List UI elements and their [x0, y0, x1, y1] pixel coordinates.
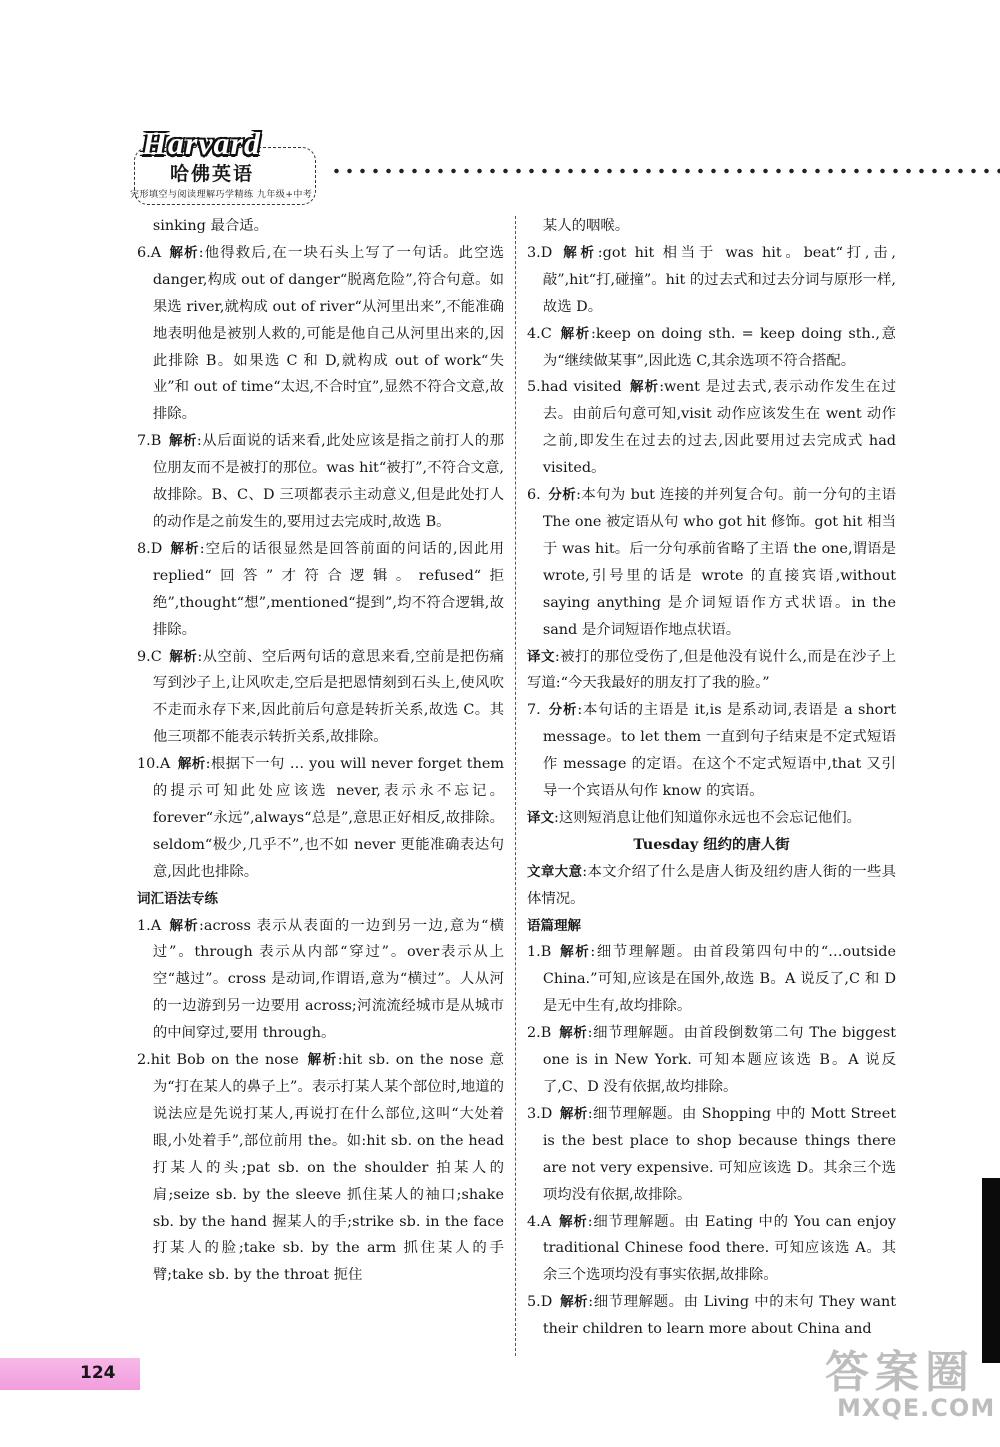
item-number: 7.B: [137, 433, 162, 450]
keyword-label: 解析: [628, 379, 660, 396]
section-heading: 语篇理解: [527, 917, 581, 934]
item-number: 4.A: [527, 1213, 552, 1230]
item-number: 7.: [527, 702, 541, 719]
logo-subtitle: 完形填空与阅读理解巧学精练 九年级+中考: [130, 190, 313, 200]
keyword-label: 解析: [168, 648, 198, 665]
keyword-label: 解析: [558, 1213, 588, 1230]
item-number: 9.C: [137, 648, 162, 665]
answer-item: 6. 分析:本句为 but 连接的并列复合句。前一分句的主语 The one 被定语从句 who got hit 修饰。got hit 相当于 was hit。后一分句承前省略了主语 the one,谓语是 wrote,引号里的话是 wrote 的直接宾语,without saying anything 是介词短语作方式状语。in the sand 是介词短语作地点状语。: [527, 487, 896, 638]
answer-item: 9.C 解析:从空前、空后两句话的意思来看,空前是把伤痛写到沙子上,让风吹走,空后是把恩情刻到石头上,使风吹不走而永存下来,因此前后句意是转折关系,故选 C。其他三项都不能表示转折关系,故排除。: [137, 648, 505, 746]
logo-chinese-title: 哈佛英语: [170, 163, 255, 185]
item-number: 3.D: [527, 1105, 553, 1122]
page-header: [130, 125, 1000, 215]
item-text: 空后的话很显然是回答前面的问话的,因此用 replied“回答”才符合逻辑。refused“拒绝”,thought“想”,mentioned“提到”,均不符合逻辑,故排除。: [152, 540, 505, 638]
answer-item: 4.C 解析:keep on doing sth. = keep doing sth.,意为“继续做某事”,因此选 C,其余选项不符合搭配。: [527, 325, 897, 369]
dotted-rule: [330, 167, 1000, 175]
item-number: 4.C: [527, 325, 552, 342]
item-number: 3.D: [527, 244, 553, 261]
watermark-url: MXQE.COM: [837, 1394, 996, 1422]
item-number: 8.D: [137, 540, 163, 557]
item-text: 细节理解题。由 Shopping 中的 Mott Street is the best place to shop because things there are not very expensive. 可知应该选 D。其余三个选项均没有依据,故排除。: [542, 1105, 896, 1203]
keyword-label: 译文: [527, 648, 555, 665]
answer-item: 2.hit Bob on the nose 解析:hit sb. on the nose 意为“打在某人的鼻子上”。表示打某人某个部位时,地道的说法应是先说打某人,再说打在什么部位,这叫“大处着眼,小处着手”,部位前用 the。如:hit sb. on the head 打某人的头;pat sb. on the shoulder 拍某人的肩;seize sb. by the sleeve 抓住某人的袖口;shake sb. by the hand 握某人的手;strike sb. in the face 打某人的脸;take sb. by the arm 抓住某人的手臂;take sb. by the throat 扼住: [137, 1052, 505, 1284]
section-heading: 词汇语法专练: [137, 890, 218, 907]
keyword-label: 解析: [168, 244, 199, 261]
item-text: 从后面说的话来看,此处应该是指之前打人的那位朋友而不是被打的那位。was hit“被打”,不符合文意,故排除。B、C、D 三项都表示主动意义,但是此处打人的动作是之前发生的,要用过去完成时,故选 B。: [152, 433, 504, 530]
answer-item: 5.D 解析:细节理解题。由 Living 中的末句 They want their children to learn more about China and: [527, 1294, 897, 1338]
answer-item: 8.D 解析:空后的话很显然是回答前面的问话的,因此用 replied“回答”才符合逻辑。refused“拒绝”,thought“想”,mentioned“提到”,均不符合逻辑,故排除。: [137, 540, 505, 638]
item-number: 6.A: [137, 244, 162, 261]
keyword-label: 分析: [547, 487, 577, 504]
item-text: got hit 相当于 was hit。beat“打,击,敲”,hit“打,碰撞”。hit 的过去式和过去分词与原形一样,故选 D。: [542, 244, 896, 315]
answer-item: 1.A 解析:across 表示从表面的一边到另一边,意为“横过”。through 表示从内部“穿过”。over表示从上空“越过”。cross 是动词,作谓语,意为“横过”。人从河的一边游到另一边要用 across;河流流经城市是从城市的中间穿过,要用 through。: [137, 917, 505, 1042]
item-text: across 表示从表面的一边到另一边,意为“横过”。through 表示从内部“穿过”。over表示从上空“越过”。cross 是动词,作谓语,意为“横过”。人从河的一边游到另一边要用 across;河流流经城市是从城市的中间穿过,要用 through。: [152, 917, 505, 1042]
keyword-label: 文章大意: [527, 863, 583, 880]
item-text: 本文介绍了什么是唐人街及纽约唐人街的一些具体情况。: [527, 863, 896, 907]
continued-text: 某人的咽喉。: [542, 218, 630, 234]
right-column: [527, 213, 896, 1343]
page-number: 124: [80, 1363, 116, 1383]
answer-item: 7.B 解析:从后面说的话来看,此处应该是指之前打人的那位朋友而不是被打的那位。was hit“被打”,不符合文意,故排除。B、C、D 三项都表示主动意义,但是此处打人的动作是之前发生的,要用过去完成时,故选 B。: [137, 433, 504, 530]
answer-item: 1.B 解析:细节理解题。由首段第四句中的“…outside China.”可知,应该是在国外,故选 B。A 说反了,C 和 D 是无中生有,故均排除。: [527, 944, 896, 1015]
answer-item: 6.A 解析:他得救后,在一块石头上写了一句话。此空选 danger,构成 out of danger“脱离危险”,符合句意。如果选 river,就构成 out of river“从河里出来”,不能准确地表明他是被别人救的,可能是他自己从河里出来的,因此排除 B。如果选 C 和 D,就构成 out of work“失业”和 out of time“太迟,不合时宜”,显然不符合文意,故排除。: [137, 244, 505, 423]
answer-item: 5.had visited 解析:went 是过去式,表示动作发生在过去。由前后句意可知,visit 动作应该发生在 went 动作之前,即发生在过去的过去,因此要用过去完成式 had visited。: [527, 379, 896, 477]
answer-item: 3.D 解析:细节理解题。由 Shopping 中的 Mott Street is the best place to shop because things there are not very expensive. 可知应该选 D。其余三个选项均没有依据,故排除。: [527, 1105, 896, 1203]
item-number: 2.B: [527, 1025, 552, 1042]
keyword-label: 解析: [559, 1294, 589, 1311]
keyword-label: 解析: [558, 1025, 588, 1042]
continued-text: sinking 最合适。: [152, 218, 269, 234]
item-number: 1.B: [527, 944, 552, 961]
answer-item: 3.D 解析:got hit 相当于 was hit。beat“打,击,敲”,hit“打,碰撞”。hit 的过去式和过去分词与原形一样,故选 D。: [527, 244, 896, 315]
answer-item: 2.B 解析:细节理解题。由首段倒数第二句 The biggest one is in New York. 可知本题应该选 B。A 说反了,C、D 没有依据,故均排除。: [527, 1025, 896, 1095]
column-divider: [515, 216, 516, 1356]
watermark: [815, 1336, 995, 1441]
item-text: 他得救后,在一块石头上写了一句话。此空选 danger,构成 out of danger“脱离危险”,符合句意。如果选 river,就构成 out of river“从河里出来”,不能准确地表明他是被别人救的,可能是他自己从河里出来的,因此排除 B。如果选 C 和 D,就构成 out of work“失业”和 out of time“太迟,不合时宜”,显然不符合文意,故排除。: [152, 244, 505, 423]
watermark-logo-text: 答案圈: [825, 1347, 975, 1398]
item-number: 10.A: [137, 756, 171, 773]
translation: 译文:被打的那位受伤了,但是他没有说什么,而是在沙子上写道:“今天我最好的朋友打了我的脸。”: [527, 648, 897, 692]
item-text: 从空前、空后两句话的意思来看,空前是把伤痛写到沙子上,让风吹走,空后是把恩情刻到石头上,使风吹不走而永存下来,因此前后句意是转折关系,故选 C。其他三项都不能表示转折关系,故排除。: [152, 648, 505, 746]
item-text: 根据下一句 … you will never forget them 的提示可知此处应该选 never,表示永不忘记。forever“永远”,always“总是”,意思正好相反,故排除。seldom“极少,几乎不”,也不如 never 更能准确表达句意,因此也排除。: [152, 756, 504, 880]
translation: 译文:这则短消息让他们知道你永远也不会忘记他们。: [527, 809, 862, 826]
item-text: keep on doing sth. = keep doing sth.,意为“继续做某事”,因此选 C,其余选项不符合搭配。: [542, 325, 897, 369]
answer-item: 4.A 解析:细节理解题。由 Eating 中的 You can enjoy traditional Chinese food there. 可知应该选 A。其余三个选项均没有事实依据,故排除。: [527, 1213, 896, 1284]
item-number: 1.A: [137, 917, 162, 934]
item-text: went 是过去式,表示动作发生在过去。由前后句意可知,visit 动作应该发生在 went 动作之前,即发生在过去的过去,因此要用过去完成式 had visited。: [542, 379, 896, 477]
harvard-logo: [130, 125, 320, 207]
passage-title: Tuesday 纽约的唐人街: [633, 835, 790, 853]
item-text: 这则短消息让他们知道你永远也不会忘记他们。: [558, 809, 862, 826]
item-number: 2.hit Bob on the nose: [137, 1052, 299, 1069]
keyword-label: 译文: [527, 809, 554, 826]
item-text: 细节理解题。由首段倒数第二句 The biggest one is in New York. 可知本题应该选 B。A 说反了,C、D 没有依据,故均排除。: [542, 1025, 896, 1095]
item-text: hit sb. on the nose 意为“打在某人的鼻子上”。表示打某人某个部位时,地道的说法应是先说打某人,再说打在什么部位,这叫“大处着眼,小处着手”,部位前用 the。如:hit sb. on the head 打某人的头;pat sb. on the shoulder 拍某人的肩;seize sb. by the sleeve 抓住某人的袖口;shake sb. by the hand 握某人的手;strike sb. in the face 打某人的脸;take sb. by the arm 抓住某人的手臂;take sb. by the throat 扼住: [152, 1052, 505, 1284]
keyword-label: 解析: [559, 1105, 588, 1122]
item-number: 5.D: [527, 1294, 553, 1311]
item-number: 5.had visited: [527, 379, 622, 396]
item-text: 细节理解题。由首段第四句中的“…outside China.”可知,应该是在国外,故选 B。A 说反了,C 和 D 是无中生有,故均排除。: [542, 944, 896, 1015]
answer-item: 7. 分析:本句话的主语是 it,is 是系动词,表语是 a short message。to let them 一直到句子结束是不定式短语作 message 的定语。在这个不定式短语中,that 又引导一个宾语从句作 know 的宾语。: [527, 702, 897, 800]
summary: 文章大意:本文介绍了什么是唐人街及纽约唐人街的一些具体情况。: [527, 863, 896, 907]
keyword-label: 解析: [168, 917, 200, 934]
keyword-label: 解析: [177, 756, 206, 773]
keyword-label: 解析: [558, 944, 591, 961]
left-column: [137, 213, 504, 1289]
keyword-label: 解析: [559, 244, 598, 261]
item-text: 本句为 but 连接的并列复合句。前一分句的主语 The one 被定语从句 who got hit 修饰。got hit 相当于 was hit。后一分句承前省略了主语 the one,谓语是 wrote,引号里的话是 wrote 的直接宾语,without saying anything 是介词短语作方式状语。in the sand 是介词短语作地点状语。: [542, 487, 896, 638]
keyword-label: 解析: [306, 1052, 338, 1069]
keyword-label: 解析: [558, 325, 591, 342]
keyword-label: 解析: [168, 433, 197, 450]
answer-item: 10.A 解析:根据下一句 … you will never forget them 的提示可知此处应该选 never,表示永不忘记。forever“永远”,always“总是”,意思正好相反,故排除。seldom“极少,几乎不”,也不如 never 更能准确表达句意,因此也排除。: [137, 756, 504, 880]
page-number-band: [0, 1358, 140, 1390]
item-text: 本句话的主语是 it,is 是系动词,表语是 a short message。to let them 一直到句子结束是不定式短语作 message 的定语。在这个不定式短语中,that 又引导一个宾语从句作 know 的宾语。: [542, 702, 897, 800]
item-number: 6.: [527, 487, 541, 504]
logo-english-title: Harvard: [142, 125, 261, 161]
item-text: 细节理解题。由 Living 中的末句 They want their children to learn more about China and: [542, 1294, 897, 1338]
keyword-label: 分析: [547, 702, 578, 719]
item-text: 被打的那位受伤了,但是他没有说什么,而是在沙子上写道:“今天我最好的朋友打了我的脸。”: [527, 648, 897, 692]
item-text: 细节理解题。由 Eating 中的 You can enjoy traditional Chinese food there. 可知应该选 A。其余三个选项均没有事实依据,故排除。: [542, 1213, 896, 1284]
keyword-label: 解析: [169, 540, 200, 557]
